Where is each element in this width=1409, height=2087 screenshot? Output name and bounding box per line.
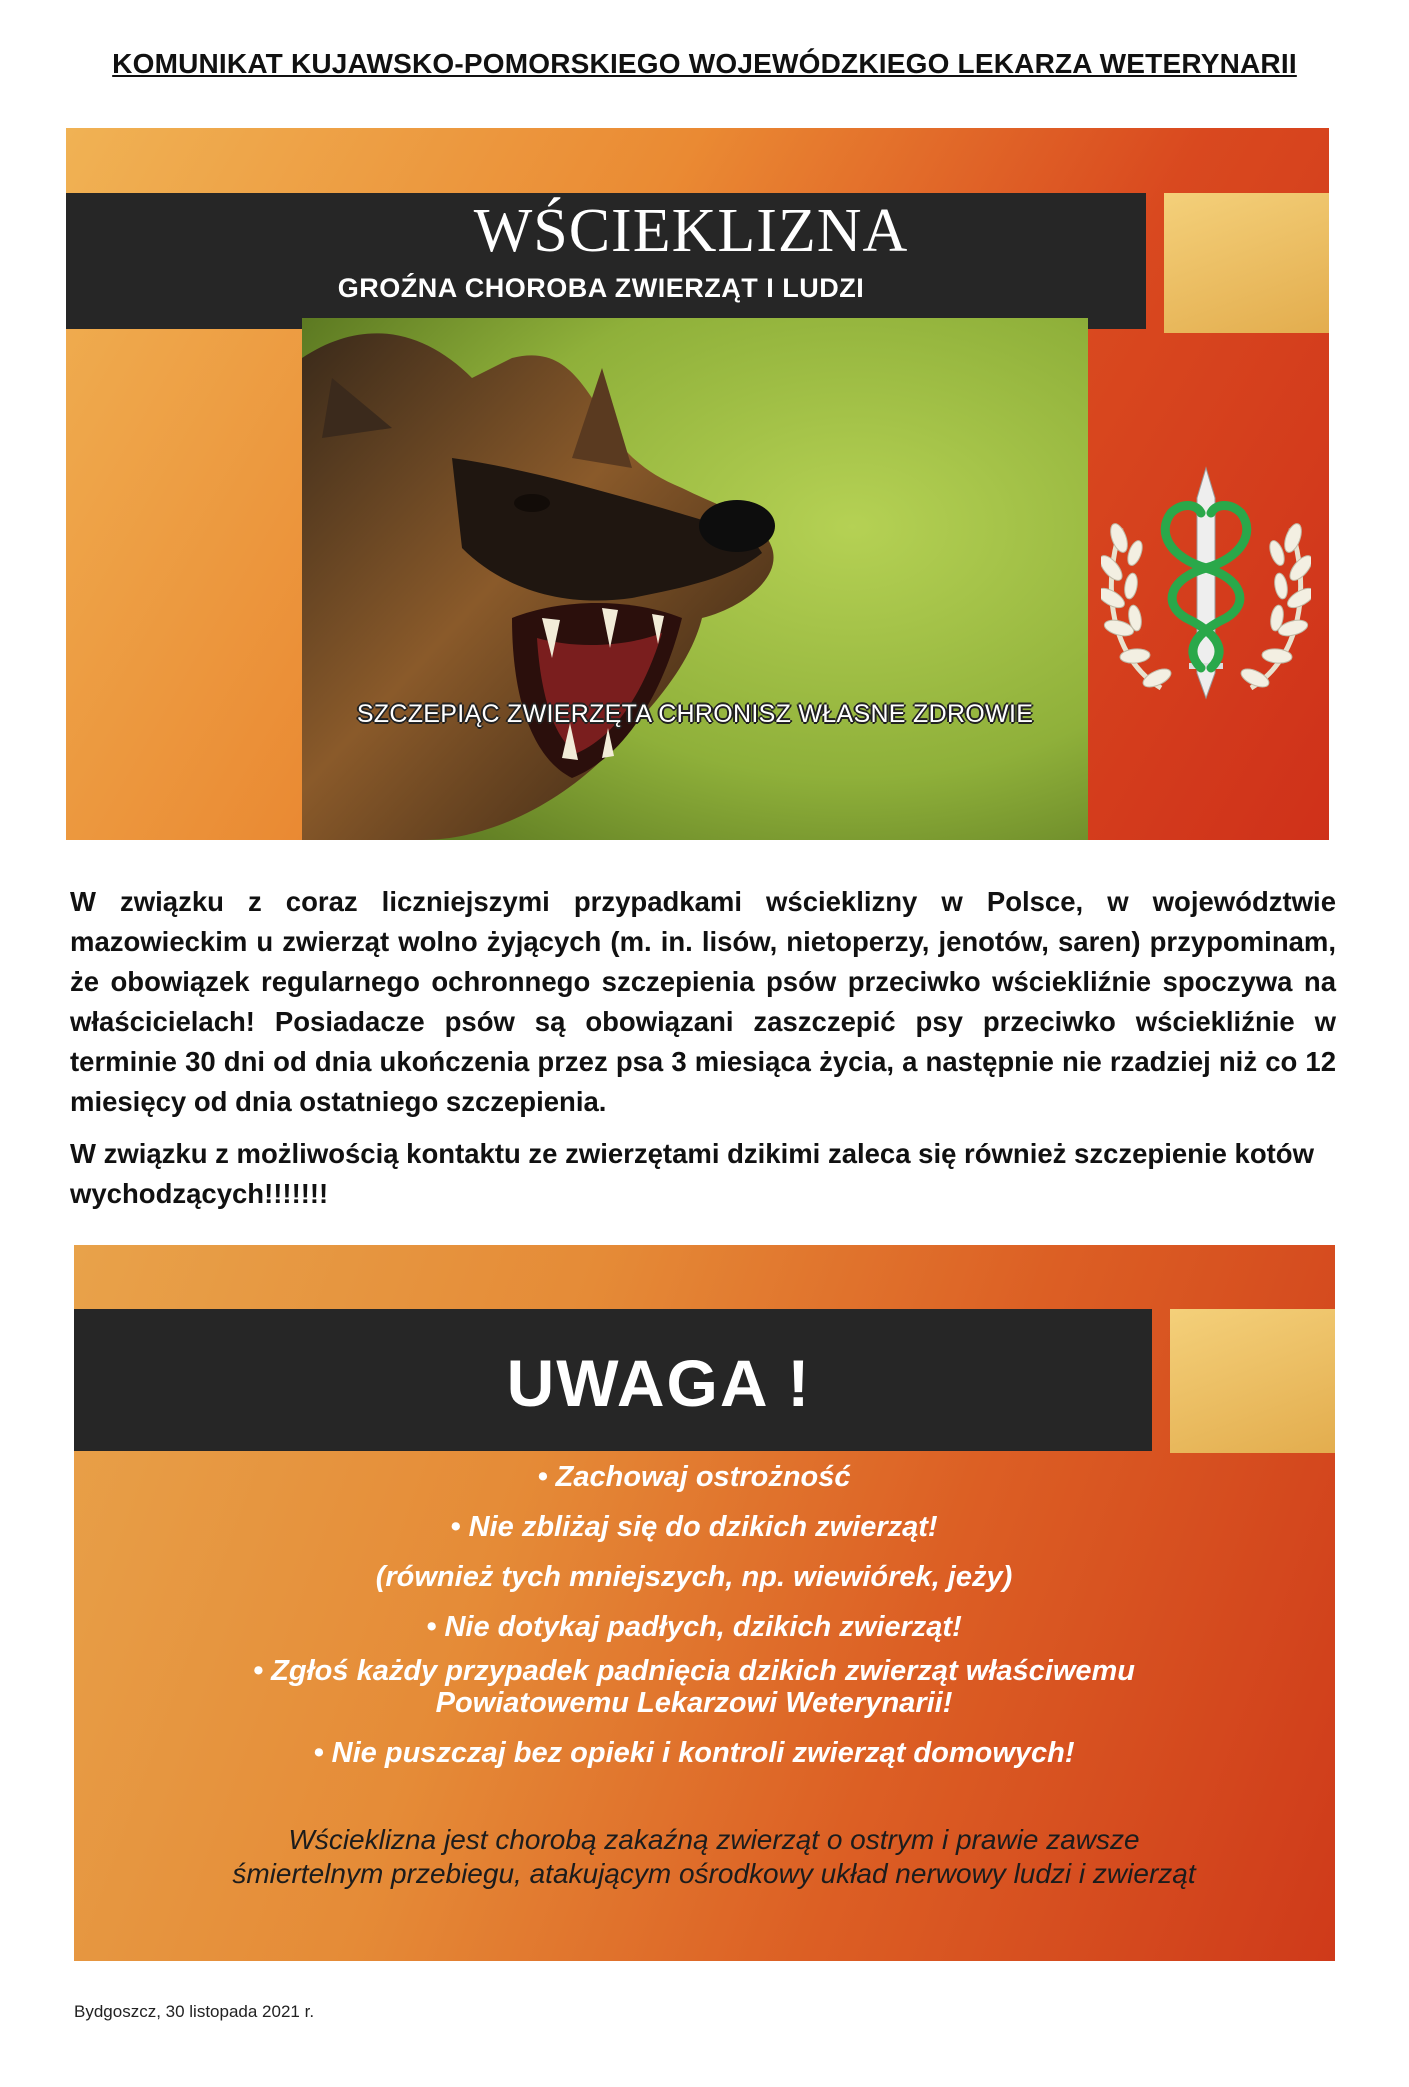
banner-title — [66, 196, 1146, 267]
paragraph-cats-recommendation: W związku z możliwością kontaktu ze zwierzętami dzikimi zaleca się również szczepienie kotów wychodzących!!!!!!! — [70, 1138, 1314, 1209]
document-date: Bydgoszcz, 30 listopada 2021 r. — [74, 2002, 315, 2021]
rabies-banner — [66, 128, 1329, 840]
warning-list — [154, 1455, 1234, 1781]
warning-item: • Zgłoś każdy przypadek padnięcia dzikich zwierząt właściwemu Powiatowemu Lekarzowi Weterynarii! — [252, 1655, 1136, 1719]
warning-item: • Nie zbliżaj się do dzikich zwierząt! — [450, 1511, 938, 1543]
dog-photo — [302, 318, 1088, 840]
banner-subtitle: GROŹNA CHOROBA ZWIERZĄT I LUDZI — [337, 273, 865, 303]
warning-item: • Nie puszczaj bez opieki i kontroli zwierząt domowych! — [313, 1737, 1075, 1769]
document-header: KOMUNIKAT KUJAWSKO-POMORSKIEGO WOJEWÓDZKIEGO LEKARZA WETERYNARII — [112, 48, 1297, 79]
warning-title-text: UWAGA ! — [506, 1346, 812, 1420]
warning-item: • Zachowaj ostrożność — [537, 1461, 851, 1493]
accent-square — [1164, 193, 1329, 333]
body-text — [70, 882, 1336, 1226]
warning-item: • Nie dotykaj padłych, dzikich zwierząt! — [426, 1611, 962, 1643]
rabies-definition: Wścieklizna jest chorobą zakaźną zwierząt o ostrym i prawie zawsze śmiertelnym przebiegu, atakującym ośrodkowy układ nerwowy ludzi i zwierząt — [232, 1824, 1196, 1889]
banner-title-text: WŚCIEKLIZNA — [473, 197, 909, 265]
warning-banner — [74, 1245, 1335, 1961]
veterinary-emblem-icon — [1101, 458, 1311, 723]
paragraph-vaccination-obligation: W związku z coraz liczniejszymi przypadkami wścieklizny w Polsce, w województwie mazowieckim u zwierząt wolno żyjących (m. in. lisów, nietoperzy, jenotów, saren) przypominam, że obowiązek regularnego ochronnego szczepienia psów przeciwko wściekliźnie spoczywa na właścicielach! Posiadacze psów są obowiązani zaszczepić psy przeciwko wściekliźnie w terminie 30 dni od dnia ukończenia przez psa 3 miesiąca życia, a następnie nie rzadziej niż co 12 miesięcy od dnia ostatniego szczepienia. — [70, 886, 1336, 1117]
photo-caption: SZCZEPIĄC ZWIERZĘTA CHRONISZ WŁASNE ZDROWIE — [356, 700, 1034, 728]
warning-title — [74, 1345, 1334, 1421]
snarling-dog-image — [302, 318, 1088, 840]
warning-item-note: (również tych mniejszych, np. wiewiórek, jeży) — [375, 1561, 1013, 1593]
